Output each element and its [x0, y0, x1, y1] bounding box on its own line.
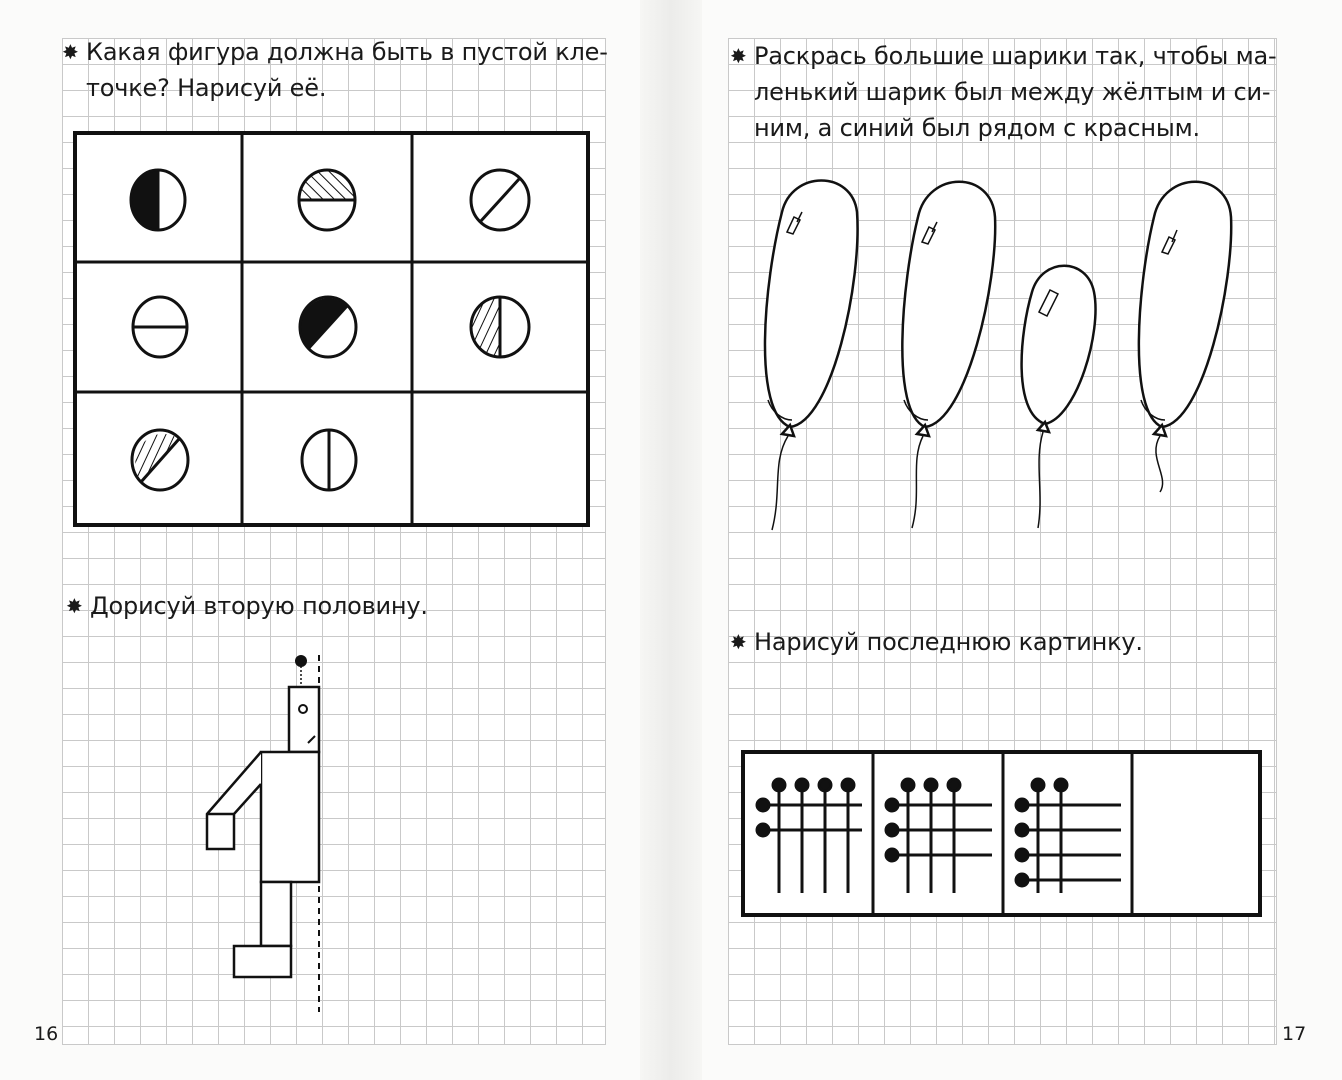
- pattern-sequence: [740, 748, 1265, 920]
- task-puzzle-grid-prompt: ✸ Какая фигура должна быть в пустой кле- точке? Нарисуй её.: [62, 34, 608, 106]
- empty-answer-cell[interactable]: [415, 395, 585, 522]
- robot-foot: [234, 946, 291, 977]
- book-spine: [640, 0, 702, 1080]
- star-icon: ✸: [730, 630, 747, 654]
- star-icon: ✸: [62, 40, 79, 64]
- empty-answer-cell[interactable]: [1135, 755, 1257, 912]
- task-draw-half-prompt: ✸ Дорисуй вторую половину.: [66, 588, 428, 624]
- robot-leg: [261, 882, 291, 946]
- task-last-picture-prompt: ✸ Нарисуй последнюю картинку.: [730, 624, 1143, 660]
- balloon-small[interactable]: [1022, 266, 1096, 528]
- balloon-big-2[interactable]: [902, 182, 995, 528]
- robot-arm: [207, 752, 261, 849]
- star-icon: ✸: [730, 44, 747, 68]
- page-number: 16: [34, 1023, 59, 1045]
- antenna-ball: [295, 655, 307, 667]
- task-balloons-prompt: ✸ Раскрась большие шарики так, чтобы ма- ленький шарик был между жёлтым и си- ним, а синий был рядом с красным.: [730, 38, 1276, 146]
- star-icon: ✸: [66, 594, 83, 618]
- balloon-big-3[interactable]: [1139, 182, 1231, 492]
- right-page: [702, 0, 1342, 1080]
- page-number: 17: [1282, 1023, 1307, 1045]
- balloons-picture: [742, 172, 1262, 532]
- robot-body: [261, 752, 319, 882]
- figure-matrix: [70, 128, 610, 528]
- balloon-big-1[interactable]: [765, 181, 858, 531]
- robot-head: [289, 687, 319, 752]
- left-page: [0, 0, 640, 1080]
- half-robot-figure: [200, 650, 340, 1020]
